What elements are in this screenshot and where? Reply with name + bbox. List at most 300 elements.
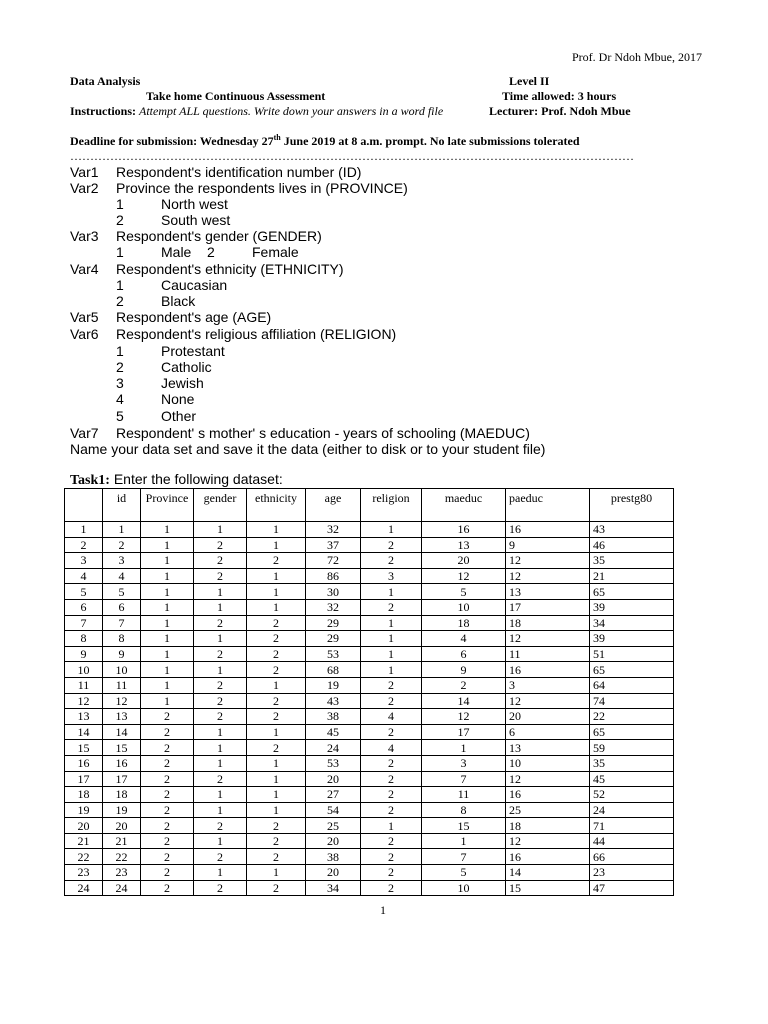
table-cell: 2 — [194, 537, 247, 553]
instructions-label: Instructions: — [70, 104, 137, 118]
table-cell: 2 — [422, 677, 506, 693]
table-cell: 68 — [306, 662, 361, 678]
table-cell: 17 — [65, 771, 103, 787]
code-number: 5 — [116, 408, 124, 424]
table-row — [65, 740, 674, 756]
table-cell: 10 — [422, 599, 506, 615]
table-cell: 2 — [361, 537, 422, 553]
table-cell: 2 — [194, 709, 247, 725]
table-cell: 17 — [422, 724, 506, 740]
table-row — [65, 631, 674, 647]
table-cell: 8 — [103, 631, 141, 647]
deadline-post: June 2019 at 8 a.m. prompt. No late submissions tolerated — [280, 134, 580, 148]
table-cell: 12 — [103, 693, 141, 709]
table-cell: 74 — [590, 693, 674, 709]
table-cell: 2 — [103, 537, 141, 553]
table-cell: 2 — [361, 802, 422, 818]
table-cell: 2 — [194, 568, 247, 584]
table-cell: 86 — [306, 568, 361, 584]
table-cell: 16 — [103, 755, 141, 771]
table-row — [65, 833, 674, 849]
table-cell: 9 — [422, 662, 506, 678]
table-cell: 1 — [247, 802, 306, 818]
table-row — [65, 568, 674, 584]
var-key: Var2 — [70, 180, 99, 196]
var-desc: Province the respondents lives in (PROVINCE) — [116, 180, 408, 196]
var-key: Var3 — [70, 228, 99, 244]
table-cell: 2 — [141, 724, 194, 740]
table-cell: 59 — [590, 740, 674, 756]
table-cell: 20 — [103, 818, 141, 834]
table-cell: 17 — [506, 599, 590, 615]
table-cell: 27 — [306, 787, 361, 803]
code-number: 1 — [116, 277, 124, 293]
table-cell: 39 — [590, 599, 674, 615]
table-cell: 2 — [247, 818, 306, 834]
table-cell: 13 — [506, 740, 590, 756]
table-cell: 1 — [247, 755, 306, 771]
table-cell: 2 — [247, 833, 306, 849]
table-cell: 12 — [506, 771, 590, 787]
table-row — [65, 615, 674, 631]
table-cell: 2 — [194, 646, 247, 662]
code-label: Protestant — [161, 343, 225, 359]
var-desc: Respondent's gender (GENDER) — [116, 228, 322, 244]
table-cell: 2 — [194, 880, 247, 896]
table-cell: 18 — [506, 615, 590, 631]
table-row — [65, 865, 674, 881]
table-cell: 7 — [422, 849, 506, 865]
table-cell: 1 — [103, 522, 141, 538]
table-cell: 18 — [422, 615, 506, 631]
table-cell: 1 — [361, 662, 422, 678]
table-cell: 12 — [65, 693, 103, 709]
table-cell: 10 — [103, 662, 141, 678]
table-cell: 4 — [422, 631, 506, 647]
table-cell: 1 — [194, 755, 247, 771]
table-cell: 1 — [194, 740, 247, 756]
code-number: 1 — [116, 244, 124, 260]
code-number: 4 — [116, 391, 124, 407]
table-cell: 39 — [590, 631, 674, 647]
table-cell: 2 — [141, 849, 194, 865]
header-cell: Province — [141, 489, 194, 522]
task-label: Task1: — [70, 473, 110, 488]
var-key: Var7 — [70, 425, 99, 441]
table-cell: 2 — [247, 631, 306, 647]
level: Level II — [509, 74, 550, 88]
table-cell: 15 — [422, 818, 506, 834]
table-row — [65, 771, 674, 787]
code-number: 3 — [116, 375, 124, 391]
table-cell: 2 — [247, 553, 306, 569]
table-cell: 51 — [590, 646, 674, 662]
table-cell: 1 — [141, 662, 194, 678]
table-cell: 13 — [103, 709, 141, 725]
code-number: 2 — [116, 212, 124, 228]
header-cell: age — [306, 489, 361, 522]
table-cell: 21 — [103, 833, 141, 849]
table-cell: 12 — [506, 568, 590, 584]
table-cell: 23 — [103, 865, 141, 881]
table-cell: 1 — [422, 833, 506, 849]
table-body — [65, 522, 674, 896]
table-cell: 2 — [247, 849, 306, 865]
table-cell: 52 — [590, 787, 674, 803]
table-cell: 53 — [306, 755, 361, 771]
table-cell: 2 — [361, 833, 422, 849]
table-row — [65, 599, 674, 615]
table-cell: 1 — [194, 522, 247, 538]
table-cell: 9 — [65, 646, 103, 662]
table-cell: 45 — [590, 771, 674, 787]
table-cell: 11 — [506, 646, 590, 662]
var-desc: Respondent's religious affiliation (RELIGION) — [116, 326, 397, 342]
table-cell: 2 — [361, 724, 422, 740]
table-cell: 2 — [194, 849, 247, 865]
table-cell: 3 — [506, 677, 590, 693]
table-cell: 29 — [306, 615, 361, 631]
table-cell: 2 — [361, 787, 422, 803]
header-cell: prestg80 — [590, 489, 674, 522]
table-cell: 64 — [590, 677, 674, 693]
code-label: Other — [161, 408, 197, 424]
table-cell: 1 — [194, 662, 247, 678]
table-cell: 13 — [506, 584, 590, 600]
table-cell: 1 — [247, 599, 306, 615]
table-cell: 12 — [506, 693, 590, 709]
table-cell: 16 — [422, 522, 506, 538]
table-cell: 53 — [306, 646, 361, 662]
deadline-sup: th — [273, 133, 281, 142]
table-cell: 3 — [65, 553, 103, 569]
table-cell: 15 — [103, 740, 141, 756]
table-cell: 2 — [247, 646, 306, 662]
table-cell: 2 — [361, 693, 422, 709]
table-cell: 2 — [361, 865, 422, 881]
table-row — [65, 755, 674, 771]
table-cell: 2 — [361, 553, 422, 569]
code-label: Jewish — [161, 375, 204, 391]
table-cell: 2 — [361, 755, 422, 771]
table-cell: 2 — [194, 677, 247, 693]
table-cell: 46 — [590, 537, 674, 553]
var-key: Var6 — [70, 326, 99, 342]
table-cell: 16 — [506, 662, 590, 678]
table-cell: 20 — [506, 709, 590, 725]
table-cell: 10 — [506, 755, 590, 771]
code-label: Caucasian — [161, 277, 228, 293]
header-cell: id — [103, 489, 141, 522]
code-label: Catholic — [161, 359, 212, 375]
code-label: None — [161, 391, 195, 407]
header-cell: religion — [361, 489, 422, 522]
table-cell: 20 — [306, 833, 361, 849]
table-cell: 20 — [422, 553, 506, 569]
table-cell: 1 — [141, 615, 194, 631]
table-cell: 6 — [422, 646, 506, 662]
table-cell: 2 — [194, 553, 247, 569]
table-cell: 2 — [194, 771, 247, 787]
code-label: Black — [161, 293, 196, 309]
table-cell: 1 — [141, 584, 194, 600]
table-cell: 2 — [247, 615, 306, 631]
header-cell: paeduc — [506, 489, 590, 522]
table-cell: 18 — [103, 787, 141, 803]
table-cell: 15 — [506, 880, 590, 896]
table-cell: 1 — [141, 631, 194, 647]
table-cell: 2 — [141, 833, 194, 849]
table-cell: 1 — [361, 584, 422, 600]
table-cell: 25 — [506, 802, 590, 818]
table-cell: 1 — [361, 646, 422, 662]
table-row — [65, 693, 674, 709]
table-cell: 24 — [590, 802, 674, 818]
table-cell: 35 — [590, 553, 674, 569]
table-row — [65, 818, 674, 834]
table-cell: 1 — [194, 724, 247, 740]
task-heading — [70, 471, 283, 489]
table-cell: 32 — [306, 522, 361, 538]
table-header-row — [65, 489, 674, 522]
table-cell: 2 — [65, 537, 103, 553]
table-cell: 23 — [65, 865, 103, 881]
table-cell: 2 — [361, 849, 422, 865]
table-cell: 2 — [361, 771, 422, 787]
table-cell: 37 — [306, 537, 361, 553]
table-row — [65, 724, 674, 740]
table-cell: 1 — [361, 631, 422, 647]
table-cell: 1 — [194, 865, 247, 881]
table-cell: 72 — [306, 553, 361, 569]
table-cell: 45 — [306, 724, 361, 740]
instructions-text: Attempt ALL questions. Write down your answers in a word file — [139, 104, 444, 118]
table-cell: 22 — [65, 849, 103, 865]
code-number: 1 — [116, 343, 124, 359]
table-cell: 13 — [65, 709, 103, 725]
deadline — [70, 133, 580, 149]
table-cell: 1 — [194, 802, 247, 818]
table-cell: 2 — [247, 709, 306, 725]
code-label: Female — [252, 244, 299, 260]
table-cell: 1 — [194, 631, 247, 647]
table-cell: 18 — [506, 818, 590, 834]
table-cell: 14 — [422, 693, 506, 709]
table-row — [65, 537, 674, 553]
header-cell — [65, 489, 103, 522]
table-cell: 24 — [103, 880, 141, 896]
code-number: 1 — [116, 196, 124, 212]
table-cell: 54 — [306, 802, 361, 818]
table-row — [65, 646, 674, 662]
header-cell: ethnicity — [247, 489, 306, 522]
table-cell: 65 — [590, 584, 674, 600]
table-cell: 4 — [103, 568, 141, 584]
table-cell: 2 — [194, 818, 247, 834]
table-cell: 5 — [103, 584, 141, 600]
table-cell: 34 — [306, 880, 361, 896]
author-year: Prof. Dr Ndoh Mbue, 2017 — [572, 50, 702, 64]
table-cell: 20 — [306, 865, 361, 881]
table-cell: 10 — [422, 880, 506, 896]
task-text: Enter the following dataset: — [109, 471, 283, 487]
var-desc: Respondent's age (AGE) — [116, 309, 272, 325]
table-cell: 11 — [65, 677, 103, 693]
table-cell: 1 — [247, 568, 306, 584]
table-cell: 1 — [247, 537, 306, 553]
table-cell: 44 — [590, 833, 674, 849]
table-cell: 65 — [590, 662, 674, 678]
table-cell: 1 — [247, 865, 306, 881]
table-cell: 11 — [422, 787, 506, 803]
assessment-title: Take home Continuous Assessment — [146, 89, 326, 103]
table-cell: 15 — [65, 740, 103, 756]
table-cell: 5 — [422, 865, 506, 881]
table-cell: 2 — [141, 818, 194, 834]
table-cell: 1 — [141, 537, 194, 553]
table-cell: 3 — [103, 553, 141, 569]
table-cell: 19 — [103, 802, 141, 818]
table-cell: 23 — [590, 865, 674, 881]
table-cell: 5 — [65, 584, 103, 600]
var-desc: Respondent's identification number (ID) — [116, 164, 362, 180]
table-cell: 2 — [141, 771, 194, 787]
table-cell: 1 — [194, 584, 247, 600]
header-cell: maeduc — [422, 489, 506, 522]
table-cell: 1 — [361, 818, 422, 834]
table-cell: 12 — [506, 553, 590, 569]
table-cell: 11 — [103, 677, 141, 693]
table-cell: 16 — [506, 849, 590, 865]
table-cell: 1 — [141, 599, 194, 615]
time-allowed: Time allowed: 3 hours — [502, 89, 617, 103]
table-cell: 1 — [247, 584, 306, 600]
table-cell: 7 — [422, 771, 506, 787]
table-cell: 12 — [506, 833, 590, 849]
table-cell: 3 — [422, 755, 506, 771]
table-cell: 12 — [422, 568, 506, 584]
table-cell: 65 — [590, 724, 674, 740]
table-cell: 1 — [141, 646, 194, 662]
table-cell: 9 — [103, 646, 141, 662]
table-cell: 14 — [103, 724, 141, 740]
table-row — [65, 849, 674, 865]
table-cell: 20 — [306, 771, 361, 787]
table-cell: 2 — [141, 740, 194, 756]
course-title: Data Analysis — [70, 74, 141, 88]
table-cell: 32 — [306, 599, 361, 615]
table-cell: 2 — [247, 693, 306, 709]
page-number: 1 — [380, 903, 386, 917]
table-row — [65, 584, 674, 600]
table-cell: 1 — [247, 522, 306, 538]
table-row — [65, 553, 674, 569]
table-cell: 8 — [422, 802, 506, 818]
table-cell: 4 — [361, 709, 422, 725]
var-desc: Respondent' s mother' s education - years of schooling (MAEDUC) — [116, 425, 530, 441]
table-row — [65, 802, 674, 818]
table-cell: 71 — [590, 818, 674, 834]
table-cell: 1 — [247, 677, 306, 693]
table-cell: 14 — [65, 724, 103, 740]
table-cell: 21 — [65, 833, 103, 849]
table-cell: 25 — [306, 818, 361, 834]
table-cell: 2 — [247, 740, 306, 756]
table-cell: 1 — [247, 771, 306, 787]
table-row — [65, 522, 674, 538]
table-cell: 43 — [590, 522, 674, 538]
table-cell: 2 — [194, 615, 247, 631]
table-row — [65, 880, 674, 896]
table-cell: 1 — [141, 693, 194, 709]
table-cell: 13 — [422, 537, 506, 553]
save-note: Name your data set and save it the data (either to disk or to your student file) — [70, 441, 546, 457]
table-cell: 8 — [65, 631, 103, 647]
dotted-separator: …………………………………………………………………………………………………………………………… — [70, 149, 634, 163]
table-cell: 47 — [590, 880, 674, 896]
table-cell: 1 — [247, 787, 306, 803]
table-cell: 1 — [141, 522, 194, 538]
table-cell: 4 — [65, 568, 103, 584]
table-cell: 2 — [141, 802, 194, 818]
table-cell: 1 — [65, 522, 103, 538]
table-cell: 2 — [361, 599, 422, 615]
table-cell: 18 — [65, 787, 103, 803]
table-row — [65, 677, 674, 693]
dataset-table — [64, 488, 674, 896]
var-key: Var1 — [70, 164, 99, 180]
table-cell: 1 — [361, 615, 422, 631]
table-cell: 1 — [194, 787, 247, 803]
table-cell: 6 — [65, 599, 103, 615]
table-cell: 14 — [506, 865, 590, 881]
table-cell: 38 — [306, 709, 361, 725]
deadline-pre: Deadline for submission: Wednesday 27 — [70, 134, 274, 148]
table-cell: 2 — [141, 787, 194, 803]
table-cell: 16 — [506, 522, 590, 538]
table-cell: 9 — [506, 537, 590, 553]
table-cell: 6 — [103, 599, 141, 615]
table-cell: 4 — [361, 740, 422, 756]
table-cell: 7 — [103, 615, 141, 631]
table-cell: 20 — [65, 818, 103, 834]
table-cell: 12 — [506, 631, 590, 647]
table-cell: 1 — [141, 677, 194, 693]
table-cell: 7 — [65, 615, 103, 631]
var-key: Var5 — [70, 309, 99, 325]
table-cell: 1 — [361, 522, 422, 538]
table-cell: 1 — [141, 568, 194, 584]
table-cell: 2 — [247, 880, 306, 896]
table-cell: 66 — [590, 849, 674, 865]
table-cell: 10 — [65, 662, 103, 678]
table-cell: 16 — [65, 755, 103, 771]
code-number: 2 — [207, 244, 215, 260]
var-key: Var4 — [70, 261, 99, 277]
table-cell: 43 — [306, 693, 361, 709]
table-cell: 22 — [590, 709, 674, 725]
code-label: South west — [161, 212, 231, 228]
table-cell: 2 — [361, 880, 422, 896]
code-label: North west — [161, 196, 228, 212]
table-cell: 34 — [590, 615, 674, 631]
table-cell: 22 — [103, 849, 141, 865]
table-cell: 19 — [65, 802, 103, 818]
table-cell: 2 — [141, 709, 194, 725]
table-cell: 2 — [141, 880, 194, 896]
code-label: Male — [161, 244, 192, 260]
table-row — [65, 787, 674, 803]
